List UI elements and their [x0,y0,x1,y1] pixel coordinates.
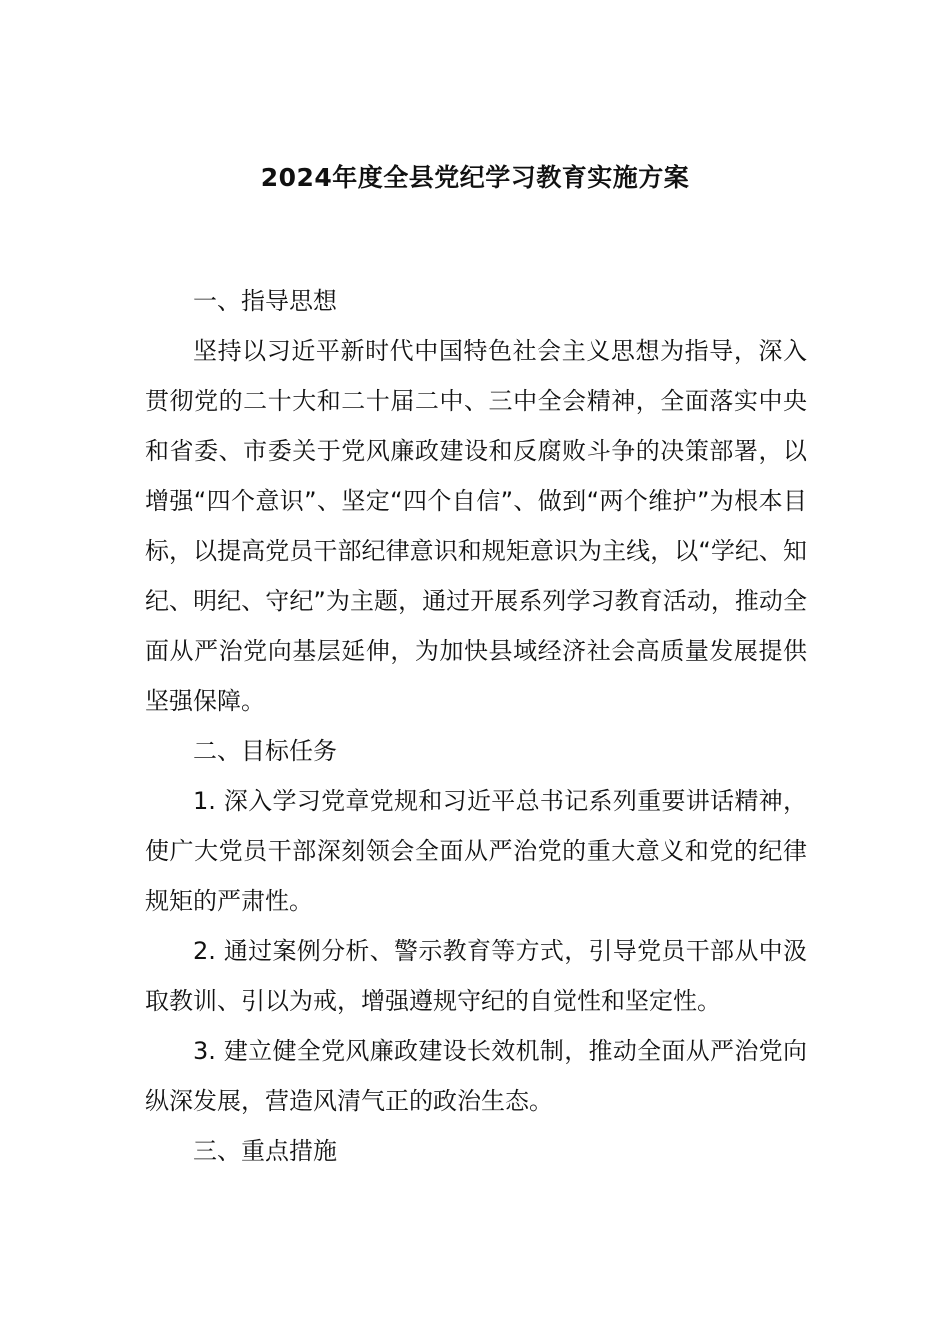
goal-item-2: 2. 通过案例分析、警示教育等方式，引导党员干部从中汲取教训、引以为戒，增强遵规守纪的自觉性和坚定性。 [145,937,807,1015]
paragraph-guiding-ideology: 坚持以习近平新时代中国特色社会主义思想为指导，深入贯彻党的二十大和二十届二中、三中全会精神，全面落实中央和省委、市委关于党风廉政建设和反腐败斗争的决策部署，以增强“四个意识”、坚定“四个自信”、做到“两个维护”为根本目标，以提高党员干部纪律意识和规矩意识为主线，以“学纪、知纪、明纪、守纪”为主题，通过开展系列学习教育活动，推动全面从严治党向基层延伸，为加快县域经济社会高质量发展提供坚强保障。 [145,337,807,715]
goal-item-1: 1. 深入学习党章党规和习近平总书记系列重要讲话精神，使广大党员干部深刻领会全面从严治党的重大意义和党的纪律规矩的严肃性。 [145,787,807,915]
document-body [145,276,807,1176]
document-title: 2024年度全县党纪学习教育实施方案 [260,163,690,192]
section-heading-key-measures: 三、重点措施 [193,1137,337,1165]
section-heading-guiding-ideology: 一、指导思想 [193,287,337,315]
goal-item-3: 3. 建立健全党风廉政建设长效机制，推动全面从严治党向纵深发展，营造风清气正的政治生态。 [145,1037,807,1115]
section-heading-goals-tasks: 二、目标任务 [193,737,337,765]
